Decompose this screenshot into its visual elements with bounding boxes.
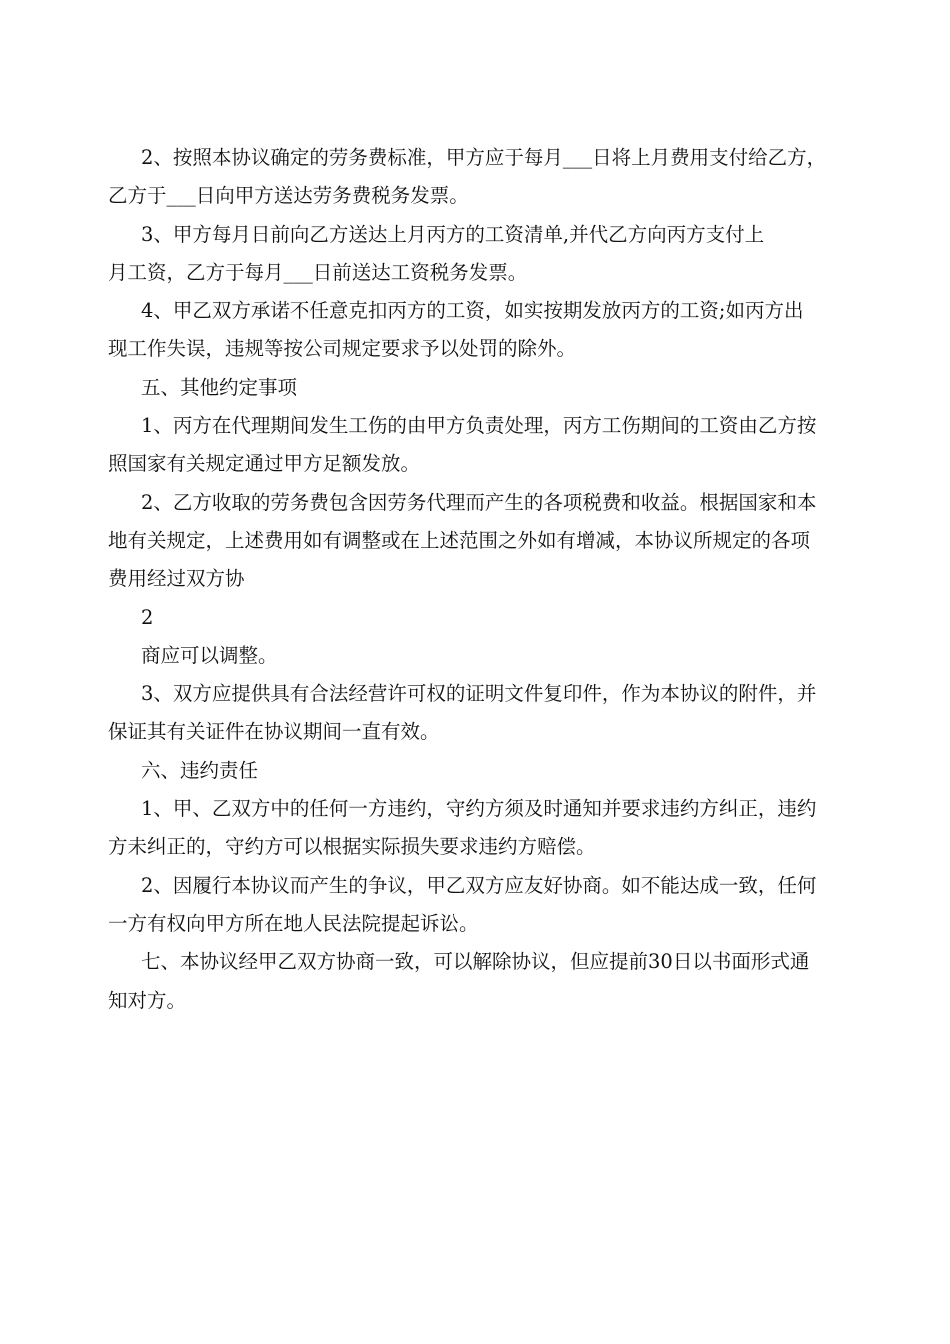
text-line: 月工资，乙方于每月___日前送达工资税务发票。 — [108, 260, 528, 284]
text-line: 费用经过双方协 — [108, 567, 245, 591]
text-line: 七、本协议经甲乙双方协商一致，可以解除协议，但应提前30日以书面形式通 — [141, 950, 810, 974]
text-line: 商应可以调整。 — [141, 643, 278, 667]
text-line: 1、丙方在代理期间发生工伤的由甲方负责处理，丙方工伤期间的工资由乙方按 — [141, 414, 817, 438]
text-line: 现工作失误，违规等按公司规定要求予以处罚的除外。 — [108, 337, 577, 361]
text-line: 知对方。 — [108, 988, 187, 1012]
section-heading: 五、其他约定事项 — [141, 375, 298, 399]
text-line: 保证其有关证件在协议期间一直有效。 — [108, 720, 440, 744]
text-line: 一方有权向甲方所在地人民法院提起诉讼。 — [108, 911, 479, 935]
page-number: 2 — [141, 605, 154, 629]
text-line: 3、甲方每月日前向乙方送达上月丙方的工资清单,并代乙方向丙方支付上 — [141, 222, 765, 246]
text-line: 2、按照本协议确定的劳务费标准，甲方应于每月___日将上月费用支付给乙方， — [141, 146, 827, 169]
text-line: 乙方于___日向甲方送达劳务费税务发票。 — [108, 184, 469, 208]
text-line: 2、乙方收取的劳务费包含因劳务代理而产生的各项税费和收益。根据国家和本 — [141, 490, 817, 514]
text-line: 3、双方应提供具有合法经营许可权的证明文件复印件，作为本协议的附件，并 — [141, 682, 817, 706]
text-line: 4、甲乙双方承诺不任意克扣丙方的工资，如实按期发放丙方的工资;如丙方出 — [141, 299, 804, 323]
text-line: 1、甲、乙双方中的任何一方违约，守约方须及时通知并要求违约方纠正，违约 — [141, 797, 817, 821]
text-line: 地有关规定，上述费用如有调整或在上述范围之外如有增减，本协议所规定的各项 — [108, 528, 811, 552]
text-line: 方未纠正的，守约方可以根据实际损失要求违约方赔偿。 — [108, 835, 596, 859]
document-body — [108, 139, 840, 1020]
text-line: 照国家有关规定通过甲方足额发放。 — [108, 452, 421, 476]
text-line: 2、因履行本协议而产生的争议，甲乙双方应友好协商。如不能达成一致，任何 — [141, 873, 817, 897]
section-heading: 六、违约责任 — [141, 758, 259, 782]
